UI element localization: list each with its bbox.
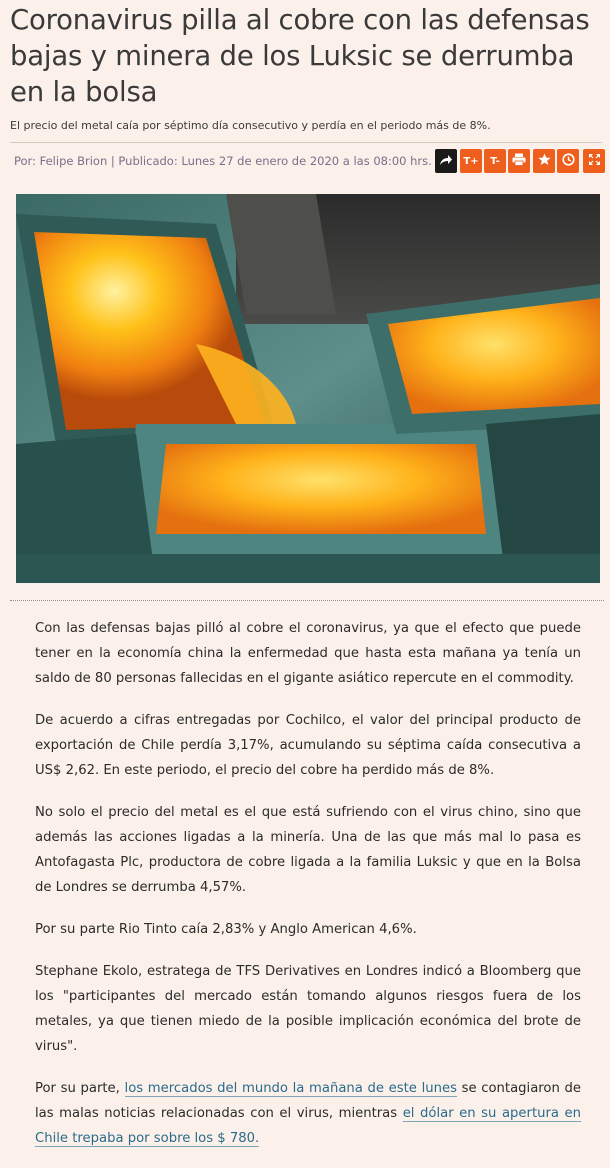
star-icon xyxy=(538,153,551,169)
fullscreen-button[interactable] xyxy=(583,149,605,173)
history-button[interactable] xyxy=(557,149,579,173)
expand-icon xyxy=(588,153,601,169)
photo-divider xyxy=(10,600,604,601)
link-world-markets[interactable]: los mercados del mundo la mañana de este lunes xyxy=(124,1081,457,1096)
paragraph-6 xyxy=(35,1076,581,1151)
article-body xyxy=(35,616,581,1168)
paragraph-2: De acuerdo a cifras entregadas por Cochilco, el valor del principal producto de exportación de Chile perdía 3,17%, acumulando su séptima caída consecutiva a US$ 2,62. En este periodo, el precio del cobre ha perdido más de 8%. xyxy=(35,713,581,778)
print-button[interactable] xyxy=(508,149,530,173)
clock-icon xyxy=(562,153,575,169)
article-subtitle: El precio del metal caía por séptimo día consecutivo y perdía en el periodo más de 8%. xyxy=(10,119,491,132)
font-decrease-button[interactable]: T- xyxy=(484,149,506,173)
favorite-button[interactable] xyxy=(533,149,555,173)
article-title: Coronavirus pilla al cobre con las defensas bajas y minera de los Luksic se derrumba en la bolsa xyxy=(10,4,590,108)
share-button[interactable] xyxy=(435,149,457,173)
paragraph-4: Por su parte Rio Tinto caía 2,83% y Anglo American 4,6%. xyxy=(35,922,417,937)
article-photo-molten-copper xyxy=(16,194,600,583)
paragraph-5: Stephane Ekolo, estratega de TFS Derivatives en Londres indicó a Bloomberg que los "participantes del mercado están tomando algunos riesgos fuera de los metales, ya que tienen miedo de la posible implicación económica del brote de virus". xyxy=(35,964,581,1054)
link-dollar-opening[interactable]: el dólar en su apertura en Chile trepaba por sobre los $ 780. xyxy=(35,1106,581,1146)
header-divider xyxy=(10,142,602,143)
paragraph-6-text: Por su parte, xyxy=(35,1081,125,1096)
paragraph-3: No solo el precio del metal es el que está sufriendo con el virus chino, sino que además las acciones ligadas a la minería. Una de las que más mal lo pasa es Antofagasta Plc, productora de cobre ligada a la familia Luksic y que en la Bolsa de Londres se derrumba 4,57%. xyxy=(35,805,581,895)
article-byline: Por: Felipe Brion | Publicado: Lunes 27 de enero de 2020 a las 08:00 hrs. xyxy=(14,154,432,168)
paragraph-6-text-mid: se contagiaron de las malas noticias relacionadas con el virus, mientras xyxy=(35,1081,581,1121)
paragraph-1: Con las defensas bajas pilló al cobre el coronavirus, ya que el efecto que puede tener en la economía china la enfermedad que hasta esta mañana ya tenía un saldo de 80 personas fallecidas en el gigante asiático repercute en el commodity. xyxy=(35,621,581,686)
share-icon xyxy=(439,154,453,169)
print-icon xyxy=(512,153,526,169)
font-increase-button[interactable]: T+ xyxy=(460,149,482,173)
